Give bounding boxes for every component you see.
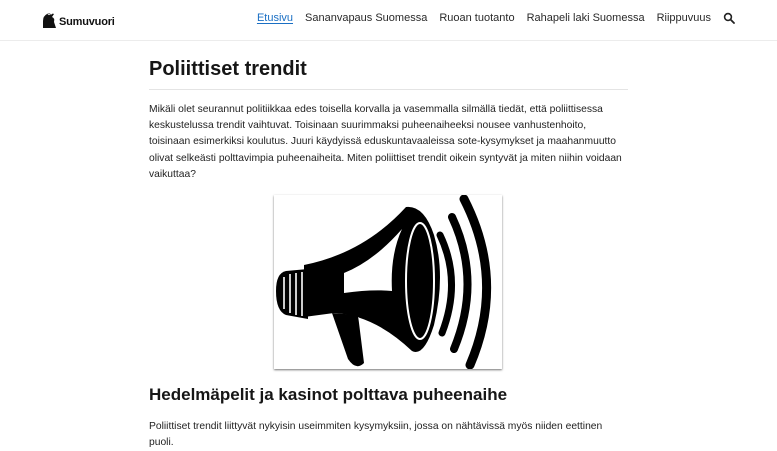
nav-item-ruoan-tuotanto[interactable]: Ruoan tuotanto — [439, 12, 515, 24]
site-logo[interactable] — [42, 10, 115, 30]
main-nav — [245, 12, 735, 24]
site-header — [0, 0, 777, 41]
logo-mountain-icon — [42, 10, 58, 30]
nav-item-riippuvuus[interactable]: Riippuvuus — [656, 12, 711, 24]
search-icon[interactable] — [723, 12, 735, 24]
logo-text: Sumuvuori — [59, 15, 115, 28]
nav-item-rahapeli-laki[interactable]: Rahapeli laki Suomessa — [526, 12, 645, 24]
megaphone-icon — [274, 195, 502, 369]
article-image — [274, 195, 502, 369]
section-title: Hedelmäpelit ja kasinot polttava puheenaihe — [149, 385, 508, 405]
intro-paragraph: Mikäli olet seurannut politiikkaa edes toisella korvalla ja vasemmalla silmällä tiedät, että poliittisessa keskustelussa trendit vaihtuvat. Toisinaan suurimmaksi puheenaiheeksi nousee vanhustenhoito, toisinaan esimerkiksi koulutus. Juuri käydyissä eduskuntavaaleissa sote-kysymykset ja maahanmuutto olivat selkeästi polttavimpia puheenaiheita. Miten poliittiset trendit oikein syntyvät ja miten niihin voidaan vaikuttaa? — [149, 104, 622, 180]
page-title: Poliittiset trendit — [149, 58, 628, 90]
article — [149, 58, 628, 451]
nav-item-etusivu[interactable]: Etusivu — [256, 12, 294, 24]
section-paragraph: Poliittiset trendit liittyvät nykyisin useimmiten kysymyksiin, jossa on nähtävissä myös niiden eettinen puoli. — [149, 421, 603, 449]
nav-item-sananvapaus[interactable]: Sananvapaus Suomessa — [305, 12, 428, 24]
